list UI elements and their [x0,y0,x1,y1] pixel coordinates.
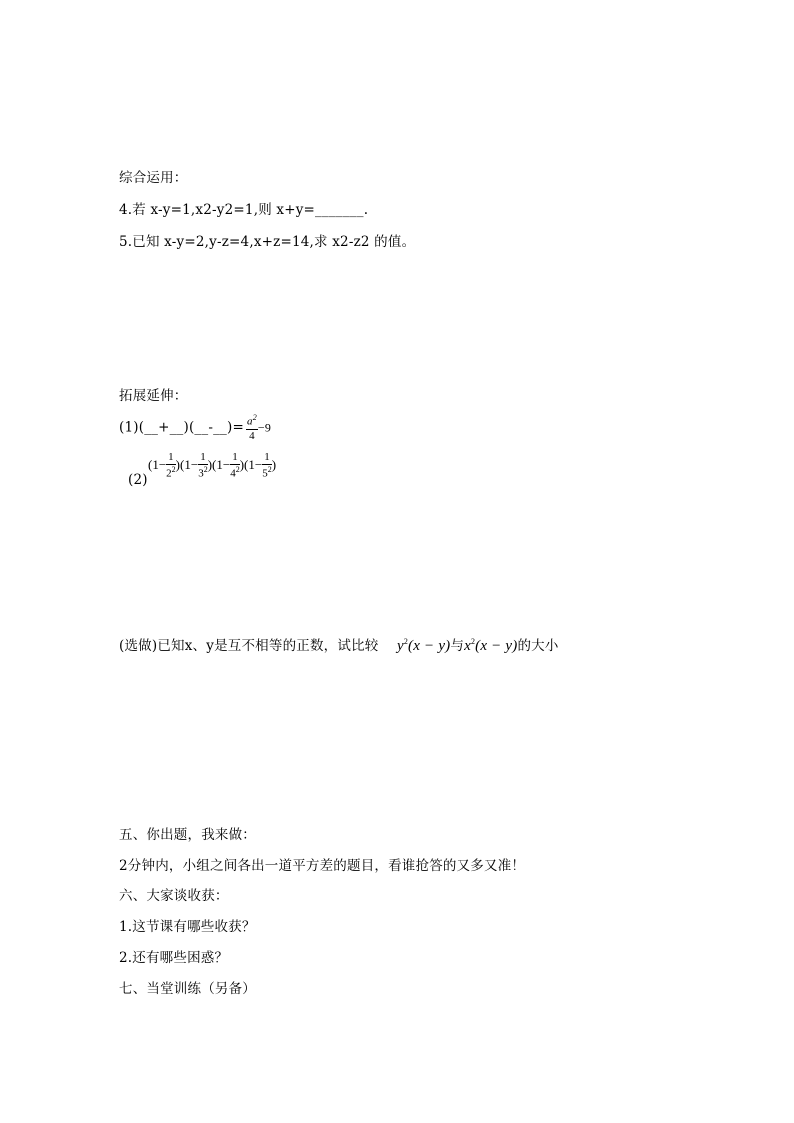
section-heading-five: 五、你出题，我来做： [119,827,256,843]
extension-q1-den: 4 [249,429,255,442]
question-5: 5.已知 x-y=2,y-z=4,x+z=14,求 x2-z2 的值。 [119,234,416,250]
optional-connector: 与 [450,638,465,654]
extension-q1-label: (1)(__+__)(__-__)= [119,419,244,436]
extension-q2-term: (1− $\frac{1}{4^2}$ ) [212,451,245,480]
extension-q2-term: (1− $\frac{1}{3^2}$ ) [180,451,213,480]
extension-q1-num-sup: 2 [252,413,257,422]
extension-q1-fraction [246,414,258,442]
section-heading-seven: 七、当堂训练（另备） [119,981,256,997]
question-4: 4.若 x-y=1,x2-y2=1,则 x+y=_______. [119,202,369,218]
extension-question-2 [148,452,276,480]
section-six-item-1: 1.这节课有哪些收获？ [119,919,256,935]
extension-q1-num: a [246,415,253,428]
optional-question [119,634,559,655]
section-heading-extension: 拓展延伸： [119,388,188,404]
section-six-item-2: 2.还有哪些困惑？ [119,950,229,966]
section-heading-six: 六、大家谈收获： [119,888,229,904]
optional-suffix: 的大小 [517,638,559,654]
extension-q2-term: (1− $\frac{1}{2^2}$ ) [148,451,181,480]
optional-expr-2: $x^2(x - y)$ [464,637,518,654]
extension-q1-tail: −9 [257,420,272,435]
section-five-text: 2分钟内，小组之间各出一道平方差的题目，看谁抢答的又多又准！ [119,858,526,874]
extension-q2-label: (2) [128,472,148,488]
optional-expr-1: $y^2(x - y)$ [396,637,451,654]
section-heading-comprehensive: 综合运用： [119,170,188,186]
extension-question-1 [119,414,271,442]
extension-q2-term: (1− $\frac{1}{5^2}$ ) [244,451,277,480]
optional-prefix: (选做)已知x、y是互不相等的正数，试比较 [119,638,379,654]
